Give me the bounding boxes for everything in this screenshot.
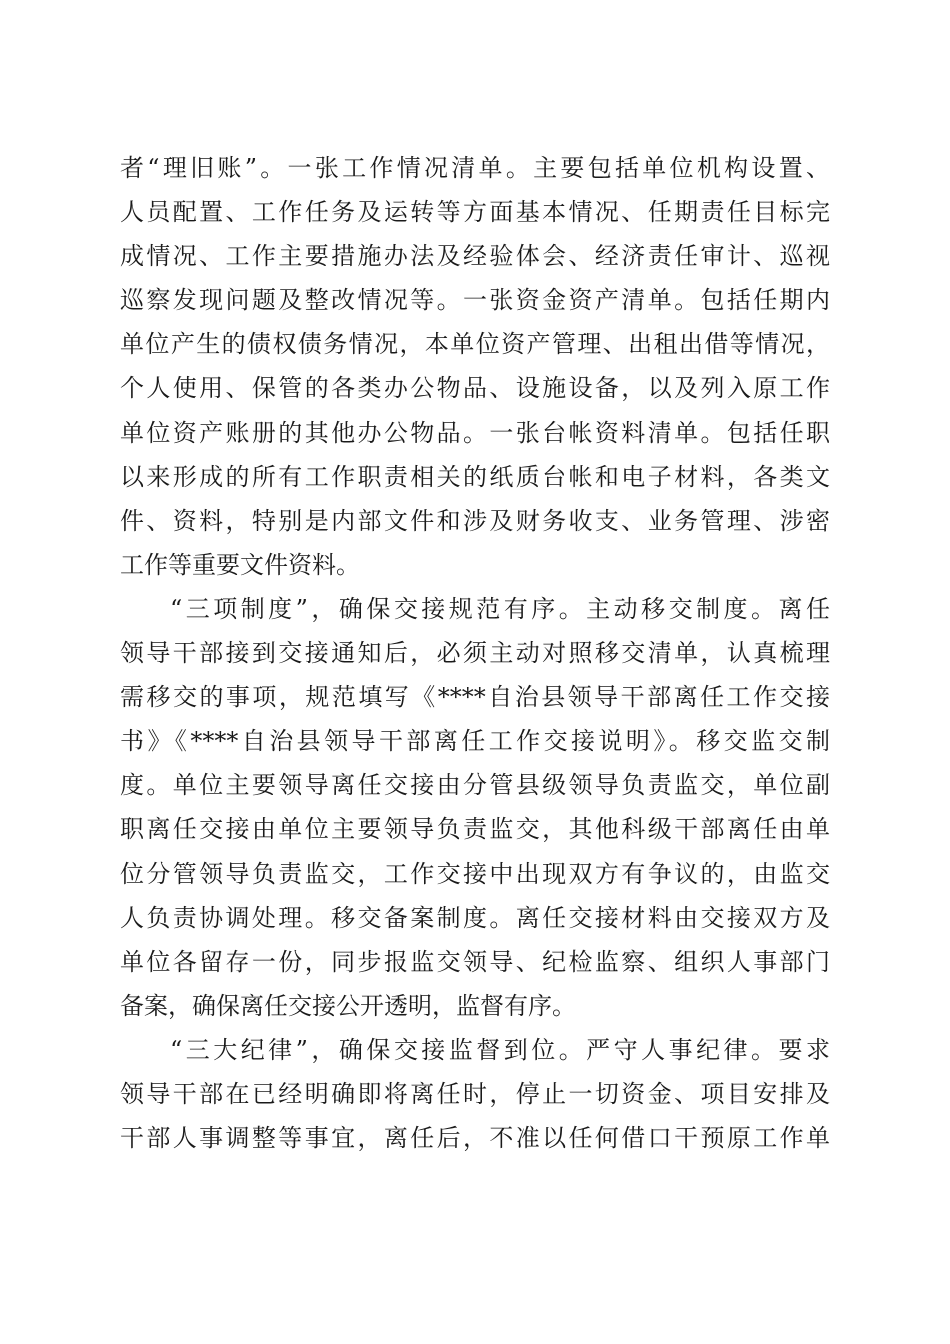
text-line: 成情况、工作主要措施办法及经验体会、经济责任审计、巡视 — [120, 242, 830, 271]
text-line: 巡察发现问题及整改情况等。一张资金资产清单。包括任期内 — [120, 286, 830, 315]
text-line: 单位资产账册的其他办公物品。一张台帐资料清单。包括任职 — [120, 418, 830, 447]
text-line: 需移交的事项，规范填写《****自治县领导干部离任工作交接 — [120, 683, 830, 712]
text-line: 者“理旧账”。一张工作情况清单。主要包括单位机构设置、 — [120, 154, 830, 182]
text-line: 书》《****自治县领导干部离任工作交接说明》。移交监交制 — [120, 727, 830, 756]
text-line: 件、资料，特别是内部文件和涉及财务收支、业务管理、涉密 — [120, 506, 830, 535]
text-line: 备案，确保离任交接公开透明，监督有序。 — [120, 991, 576, 1020]
text-line: 个人使用、保管的各类办公物品、设施设备，以及列入原工作 — [120, 374, 830, 403]
text-line: “三大纪律”，确保交接监督到位。严守人事纪律。要求 — [170, 1035, 830, 1064]
text-line: 领导干部在已经明确即将离任时，停止一切资金、项目安排及 — [120, 1079, 830, 1108]
text-line: 人负责协调处理。移交备案制度。离任交接材料由交接双方及 — [120, 903, 830, 932]
text-line: 位分管领导负责监交，工作交接中出现双方有争议的，由监交 — [120, 859, 830, 888]
text-line: “三项制度”，确保交接规范有序。主动移交制度。离任 — [170, 594, 830, 623]
body-text — [120, 146, 830, 1160]
text-line: 职离任交接由单位主要领导负责监交，其他科级干部离任由单 — [120, 815, 830, 844]
text-line: 度。单位主要领导离任交接由分管县级领导负责监交，单位副 — [120, 771, 830, 800]
text-line: 以来形成的所有工作职责相关的纸质台帐和电子材料，各类文 — [120, 462, 830, 491]
text-line: 干部人事调整等事宜，离任后，不准以任何借口干预原工作单 — [120, 1124, 830, 1153]
text-line: 单位各留存一份，同步报监交领导、纪检监察、组织人事部门 — [120, 947, 830, 976]
text-line: 领导干部接到交接通知后，必须主动对照移交清单，认真梳理 — [120, 639, 830, 668]
text-line: 工作等重要文件资料。 — [120, 550, 360, 579]
text-line: 单位产生的债权债务情况，本单位资产管理、出租出借等情况， — [120, 330, 830, 359]
text-line: 人员配置、工作任务及运转等方面基本情况、任期责任目标完 — [120, 198, 830, 227]
